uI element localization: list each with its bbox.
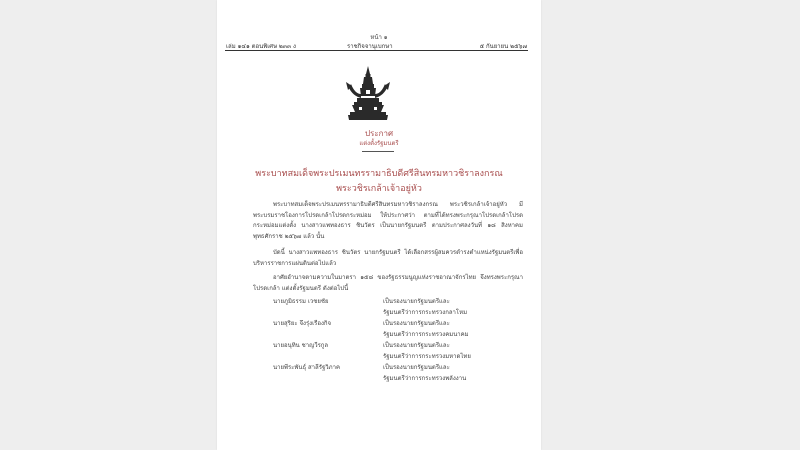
volume-info: เล่ม ๑๔๑ ตอนพิเศษ ๒๓๓ ง [226,43,296,50]
list-item [253,318,533,340]
title-underline [362,151,394,152]
position-line: เป็นรองนายกรัฐมนตรีและ [383,342,450,349]
body-text: พระบาทสมเด็จพระปรเมนทรรามาธิบดีศรีสินทรมหาวชิราลงกรณ พระวชิรเกล้าเจ้าอยู่หัว มีพระบรมราชโองการโปรดเกล้าโปรดกระหม่อม ให้ประกาศว่า ตามที่ได้ทรงพระกรุณาโปรดเกล้าโปรดกระหม่อมแต่งตั้ง นางสาวแพทองธาร ชินวัตร เป็นนายกรัฐมนตรี ตามประกาศลงวันที่ ๑๘ สิงหาคม พุทธศักราช ๒๕๖๗ แล้ว นั้น [253,201,523,240]
minister-position [383,340,471,362]
position-line: รัฐมนตรีว่าการกระทรวงคมนาคม [383,331,469,338]
position-line: เป็นรองนายกรัฐมนตรีและ [383,364,450,371]
minister-name: นายพีระพันธุ์ สาลีรัฐวิภาค [273,364,340,371]
minister-name: นายสุริยะ จึงรุ่งเรืองกิจ [273,320,332,327]
minister-position [383,296,467,318]
position-line: เป็นรองนายกรัฐมนตรีและ [383,298,450,305]
header-divider [225,50,528,51]
minister-position [383,318,469,340]
announcement-title: ประกาศ [364,129,394,138]
position-line: เป็นรองนายกรัฐมนตรีและ [383,320,450,327]
body-paragraph-1 [253,200,523,242]
minister-position [383,362,466,384]
body-paragraph-3 [253,273,523,294]
minister-name: นายอนุทิน ชาญวีรกูล [273,342,329,349]
position-line: รัฐมนตรีว่าการกระทรวงพลังงาน [383,375,467,382]
position-line: รัฐมนตรีว่าการกระทรวงกลาโหม [383,309,468,316]
gazette-name: ราชกิจจานุเบกษา [347,43,393,50]
body-paragraph-2 [253,248,523,269]
body-text: อาศัยอำนาจตามความในมาตรา ๑๕๘ ของรัฐธรรมนูญแห่งราชอาณาจักรไทย จึงทรงพระกรุณาโปรดเกล้า แต่งตั้งรัฐมนตรี ดังต่อไปนี้ [253,274,523,292]
page-number: หน้า ๑ [370,34,388,41]
announcement-subtitle: แต่งตั้งรัฐมนตรี [359,140,399,147]
position-line: รัฐมนตรีว่าการกระทรวงมหาดไทย [383,353,471,360]
garuda-emblem-icon [343,64,393,124]
royal-title-line1: พระบาทสมเด็จพระปรเมนทรรามาธิบดีศรีสินทรมหาวชิราลงกรณ [255,169,503,179]
list-item [253,362,533,384]
list-item [253,340,533,362]
list-item [253,296,533,318]
minister-name: นายภูมิธรรม เวชยชัย [273,298,329,305]
gazette-page [217,0,541,450]
minister-list [253,296,533,384]
royal-title-line2: พระวชิรเกล้าเจ้าอยู่หัว [336,184,422,194]
body-text: บัดนี้ นางสาวแพทองธาร ชินวัตร นายกรัฐมนตรี ได้เลือกสรรผู้สมควรดำรงตำแหน่งรัฐมนตรีเพื่อบริหารราชการแผ่นดินต่อไปแล้ว [253,249,523,267]
issue-date: ๕ กันยายน ๒๕๖๗ [479,43,527,50]
